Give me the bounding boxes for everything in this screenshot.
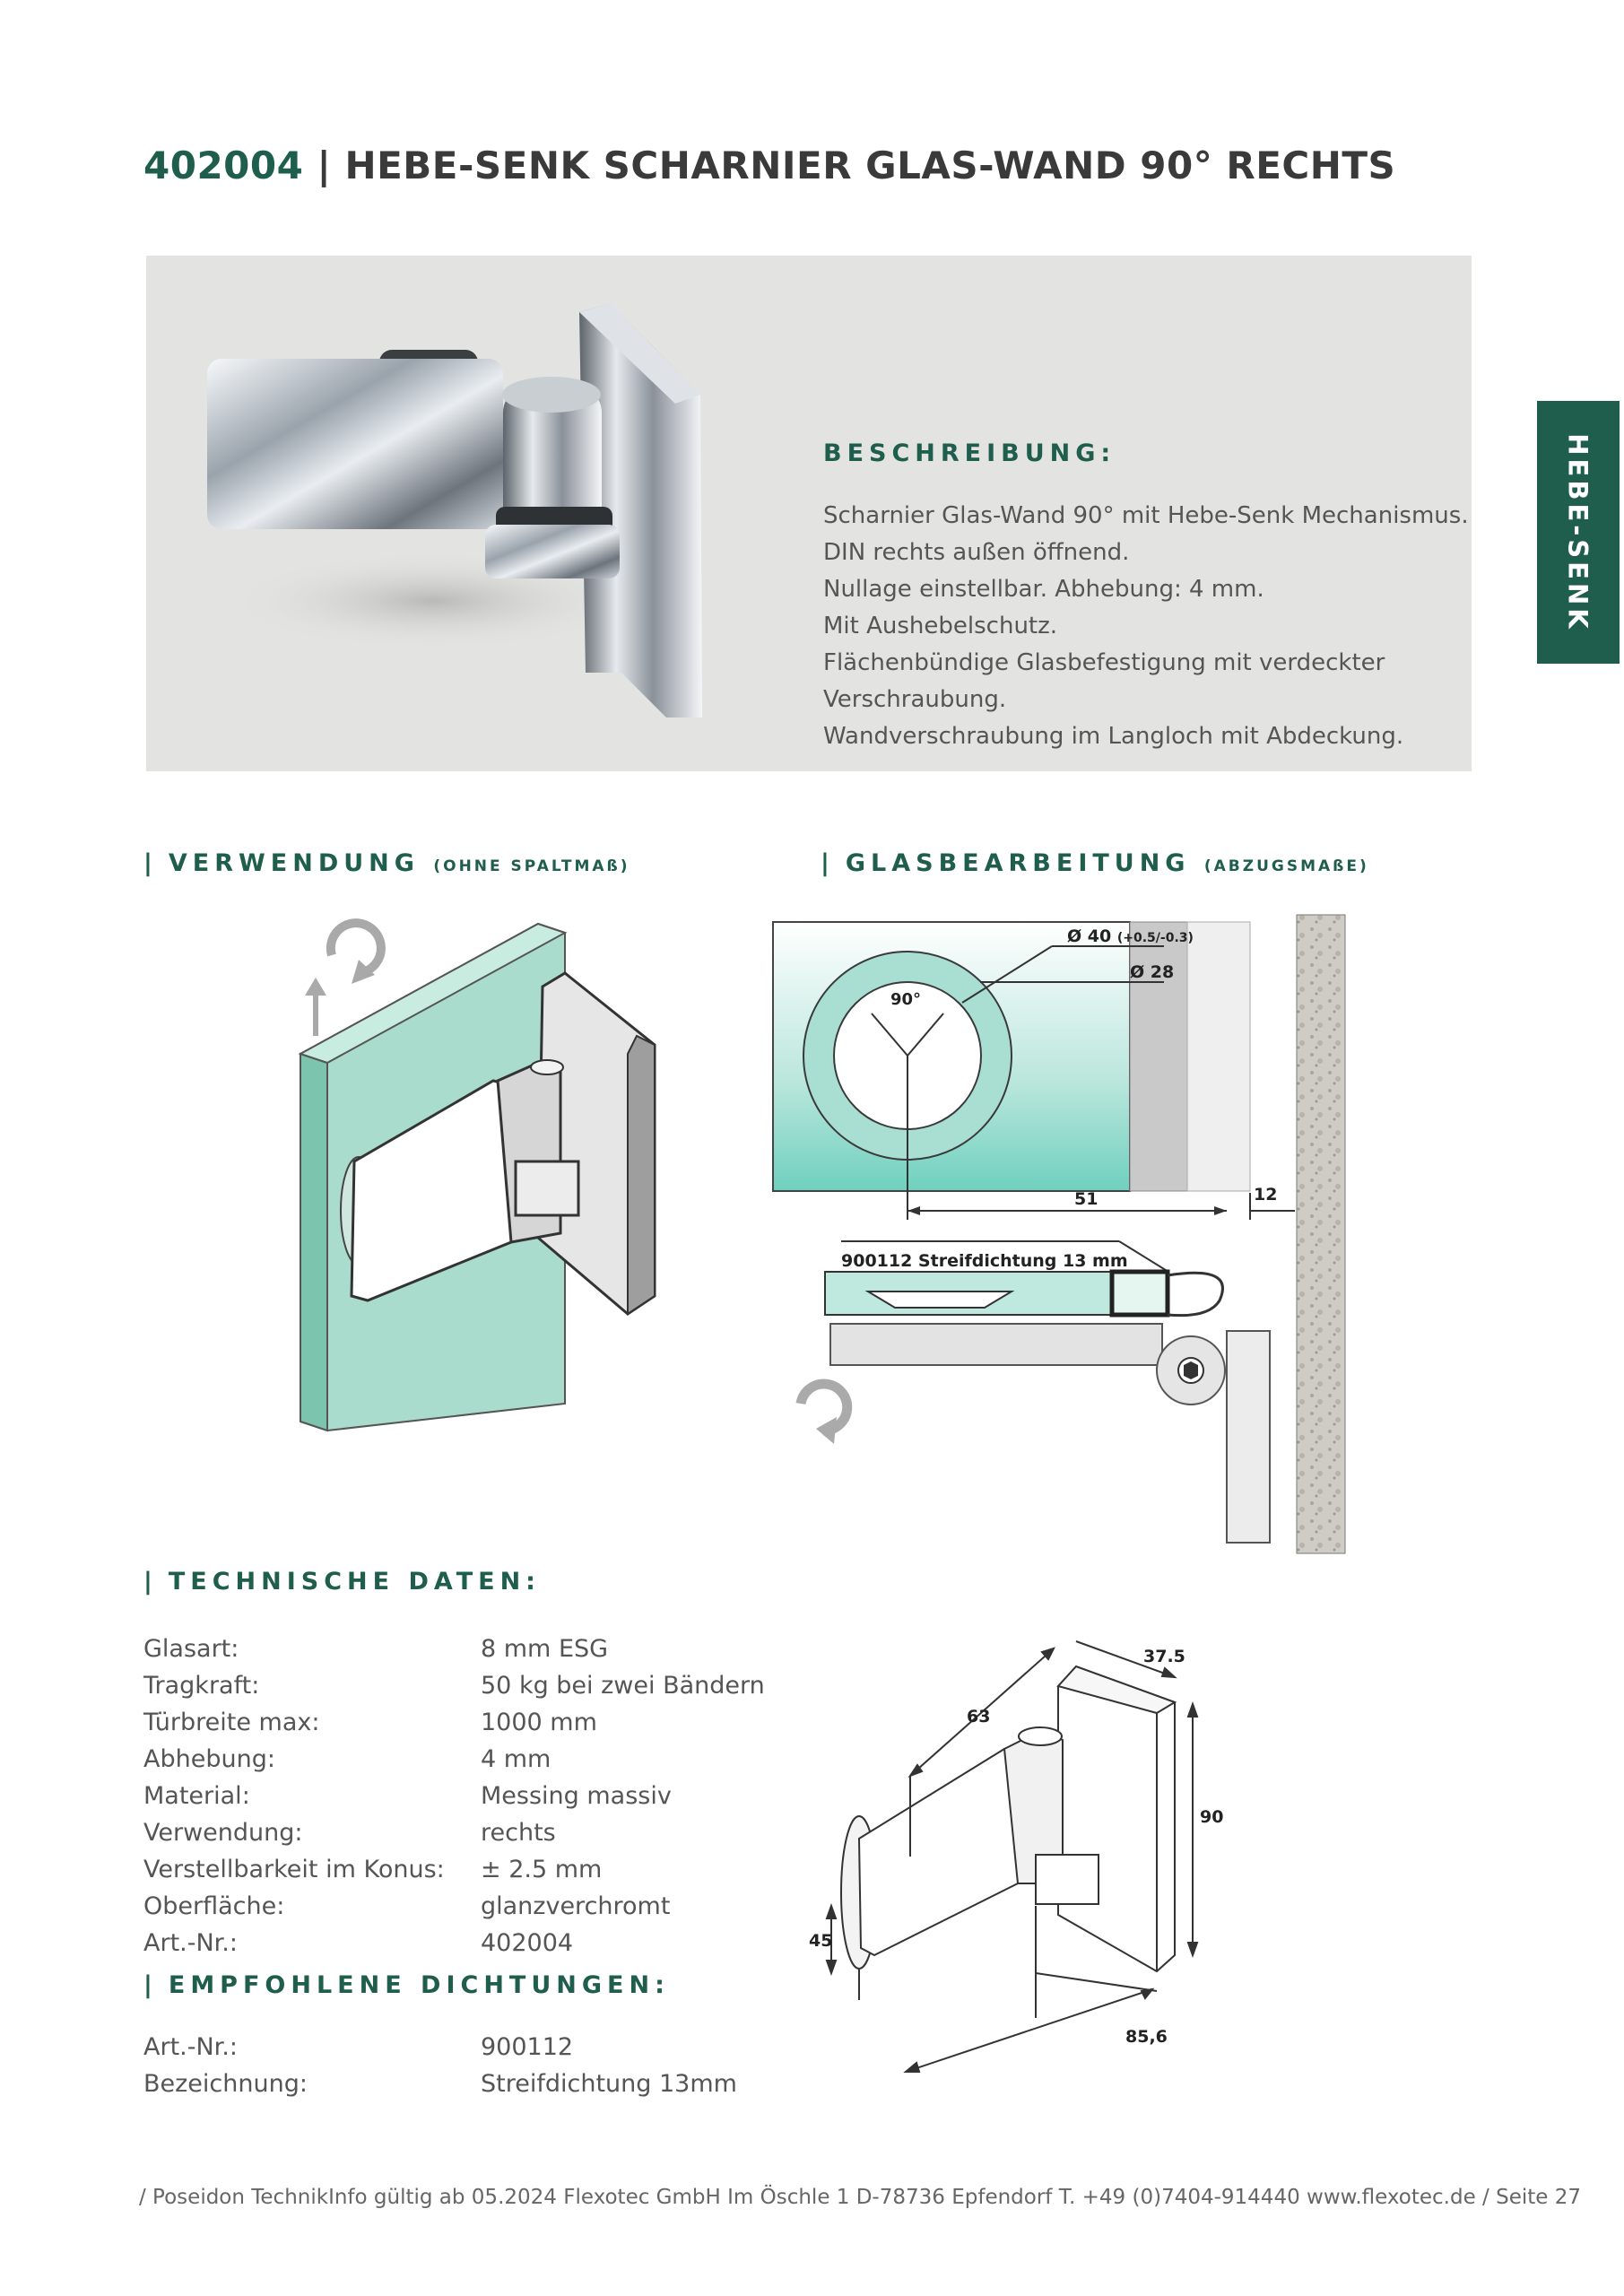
usage-bar: | bbox=[143, 849, 152, 877]
glass-note: (ABZUGSMAßE) bbox=[1203, 857, 1369, 875]
spec-label: Verstellbarkeit im Konus: bbox=[143, 1856, 445, 1883]
spec-value: 50 kg bei zwei Bändern bbox=[481, 1672, 765, 1700]
spec-label: Material: bbox=[143, 1782, 250, 1810]
description-line: Flächenbündige Glasbefestigung mit verdeckter bbox=[823, 649, 1385, 676]
usage-illustration bbox=[269, 901, 682, 1448]
glass-title: GLASBEARBEITUNG bbox=[845, 849, 1191, 877]
spec-value: glanzverchromt bbox=[481, 1892, 671, 1920]
spec-value: 1000 mm bbox=[481, 1709, 597, 1736]
usage-note: (OHNE SPALTMAß) bbox=[433, 857, 630, 875]
lift-rotate-icon bbox=[331, 923, 381, 984]
side-tab-label: HEBE-SENK bbox=[1563, 432, 1594, 632]
spec-value: 402004 bbox=[481, 1929, 574, 1957]
spec-label: Abhebung: bbox=[143, 1745, 275, 1773]
tech-bar: | bbox=[143, 1568, 152, 1596]
dim-85-6-label: 85,6 bbox=[1125, 2027, 1168, 2047]
dim-12-label: 12 bbox=[1254, 1185, 1278, 1205]
up-arrow-icon bbox=[305, 978, 326, 1036]
seals-bar: | bbox=[143, 1971, 152, 1999]
dim-37-5-label: 37.5 bbox=[1143, 1647, 1185, 1666]
seal-label: Art.-Nr.: bbox=[143, 2033, 238, 2061]
title-separator: | bbox=[303, 144, 345, 187]
description-line: Verschraubung. bbox=[823, 686, 1007, 713]
glass-heading bbox=[821, 849, 1369, 877]
seals-heading bbox=[143, 1971, 670, 1999]
seal-value: Streifdichtung 13mm bbox=[481, 2070, 737, 2098]
dimension-drawing bbox=[798, 1614, 1246, 2099]
diameter-40-label: Ø 40 (+0.5/-0.3) bbox=[1067, 926, 1194, 946]
spec-label: Art.-Nr.: bbox=[143, 1929, 238, 1957]
spec-label: Verwendung: bbox=[143, 1819, 303, 1847]
dim-45-label: 45 bbox=[809, 1931, 833, 1951]
description-line: Mit Aushebelschutz. bbox=[823, 613, 1058, 639]
usage-heading bbox=[143, 849, 630, 877]
spec-label: Oberfläche: bbox=[143, 1892, 285, 1920]
glass-bar: | bbox=[821, 849, 829, 877]
spec-value: 8 mm ESG bbox=[481, 1635, 609, 1663]
description-line: Nullage einstellbar. Abhebung: 4 mm. bbox=[823, 576, 1264, 603]
rotate-icon bbox=[801, 1384, 847, 1444]
angle-label: 90° bbox=[890, 990, 922, 1009]
article-code: 402004 bbox=[143, 144, 304, 187]
spec-label: Tragkraft: bbox=[143, 1672, 260, 1700]
spec-value: 4 mm bbox=[481, 1745, 551, 1773]
spec-label: Glasart: bbox=[143, 1635, 239, 1663]
spec-value: Messing massiv bbox=[481, 1782, 672, 1810]
dim-51-label: 51 bbox=[1074, 1189, 1099, 1209]
seals-title: EMPFOHLENE DICHTUNGEN: bbox=[168, 1971, 670, 1999]
description-heading: BESCHREIBUNG: bbox=[823, 439, 1116, 467]
dim-90-label: 90 bbox=[1200, 1807, 1224, 1827]
spec-value: ± 2.5 mm bbox=[481, 1856, 603, 1883]
seal-label: 900112 Streifdichtung 13 mm bbox=[841, 1251, 1128, 1271]
glass-processing-diagram bbox=[769, 906, 1397, 1561]
tech-title: TECHNISCHE DATEN: bbox=[168, 1568, 541, 1596]
description-line: Scharnier Glas-Wand 90° mit Hebe-Senk Mechanismus. bbox=[823, 502, 1469, 529]
usage-title: VERWENDUNG bbox=[168, 849, 420, 877]
spec-label: Türbreite max: bbox=[143, 1709, 320, 1736]
description-line: Wandverschraubung im Langloch mit Abdeckung. bbox=[823, 723, 1404, 750]
page-footer: / Poseidon TechnikInfo gültig ab 05.2024 Flexotec GmbH Im Öschle 1 D-78736 Epfendorf T. +49 (0)7404-914440 www.flexotec.de / Seite 27 bbox=[139, 2186, 1581, 2209]
description-line: DIN rechts außen öffnend. bbox=[823, 539, 1130, 566]
page-title bbox=[143, 144, 1395, 187]
description-body bbox=[823, 498, 1469, 755]
spec-value: rechts bbox=[481, 1819, 556, 1847]
diameter-28-label: Ø 28 bbox=[1130, 962, 1175, 982]
dim-63-label: 63 bbox=[967, 1707, 991, 1726]
tech-heading bbox=[143, 1568, 541, 1596]
seal-label: Bezeichnung: bbox=[143, 2070, 308, 2098]
seal-value: 900112 bbox=[481, 2033, 574, 2061]
side-tab bbox=[1537, 401, 1620, 664]
product-photo bbox=[200, 296, 846, 744]
product-name: HEBE-SENK SCHARNIER GLAS-WAND 90° RECHTS bbox=[344, 144, 1396, 187]
